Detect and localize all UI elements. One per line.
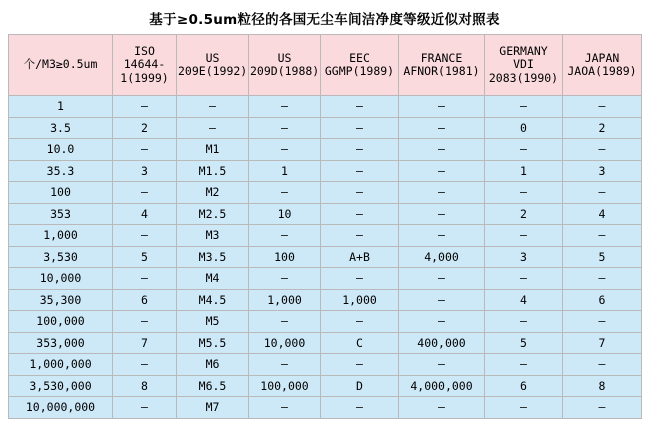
table-cell: M1 bbox=[177, 139, 249, 161]
table-cell: 4,000,000 bbox=[399, 375, 485, 397]
table-cell: – bbox=[113, 397, 177, 419]
table-cell: – bbox=[321, 397, 399, 419]
cell-particle-count: 35,300 bbox=[9, 289, 113, 311]
table-cell: – bbox=[249, 225, 321, 247]
table-cell: 400,000 bbox=[399, 332, 485, 354]
table-cell: 5 bbox=[563, 246, 642, 268]
table-cell: 7 bbox=[563, 332, 642, 354]
table-cell: 6 bbox=[563, 289, 642, 311]
table-cell: – bbox=[485, 397, 563, 419]
table-cell: 3 bbox=[563, 160, 642, 182]
column-header-us-209e bbox=[177, 35, 249, 96]
cell-particle-count: 1 bbox=[9, 96, 113, 118]
table-cell: – bbox=[113, 268, 177, 290]
table-row bbox=[9, 182, 642, 204]
table-cell: 6 bbox=[485, 375, 563, 397]
table-cell: – bbox=[249, 139, 321, 161]
table-cell: A+B bbox=[321, 246, 399, 268]
cell-particle-count: 3.5 bbox=[9, 117, 113, 139]
table-cell: – bbox=[249, 96, 321, 118]
table-cell: – bbox=[321, 182, 399, 204]
table-row bbox=[9, 96, 642, 118]
header-line: 209E(1992) bbox=[178, 64, 248, 78]
table-row bbox=[9, 375, 642, 397]
table-cell: – bbox=[563, 354, 642, 376]
table-cell: – bbox=[249, 354, 321, 376]
column-header-germany-vdi bbox=[485, 35, 563, 96]
table-cell: – bbox=[485, 268, 563, 290]
table-cell: – bbox=[399, 289, 485, 311]
table-cell: – bbox=[249, 268, 321, 290]
cell-particle-count: 353 bbox=[9, 203, 113, 225]
column-header-eec-ggmp bbox=[321, 35, 399, 96]
table-row bbox=[9, 139, 642, 161]
table-cell: – bbox=[113, 311, 177, 333]
table-cell: – bbox=[399, 354, 485, 376]
header-line: 14644- bbox=[123, 57, 166, 72]
table-cell: 6 bbox=[113, 289, 177, 311]
table-cell: 4 bbox=[563, 203, 642, 225]
header-line: 209D(1988) bbox=[250, 64, 320, 78]
table-cell: 2 bbox=[485, 203, 563, 225]
table-cell: – bbox=[249, 397, 321, 419]
table-row bbox=[9, 289, 642, 311]
header-line: GERMANY bbox=[499, 43, 548, 58]
table-cell: 4 bbox=[485, 289, 563, 311]
header-line: US bbox=[277, 50, 292, 65]
table-cell: – bbox=[321, 203, 399, 225]
table-cell: 1,000 bbox=[249, 289, 321, 311]
cell-particle-count: 10,000,000 bbox=[9, 397, 113, 419]
table-cell: – bbox=[321, 139, 399, 161]
table-cell: – bbox=[563, 225, 642, 247]
cell-particle-count: 3,530,000 bbox=[9, 375, 113, 397]
table-cell: – bbox=[177, 117, 249, 139]
table-cell: – bbox=[113, 225, 177, 247]
table-header bbox=[9, 35, 642, 96]
table-container bbox=[0, 34, 649, 419]
header-line: AFNOR(1981) bbox=[403, 64, 480, 78]
column-header-iso bbox=[113, 35, 177, 96]
header-line: ISO bbox=[134, 43, 155, 58]
table-row bbox=[9, 225, 642, 247]
table-body bbox=[9, 96, 642, 419]
table-row bbox=[9, 246, 642, 268]
table-cell: – bbox=[563, 139, 642, 161]
table-row bbox=[9, 311, 642, 333]
cell-particle-count: 100 bbox=[9, 182, 113, 204]
header-line: 个/M3≥0.5um bbox=[23, 57, 98, 72]
header-line: VDI bbox=[513, 57, 534, 72]
table-cell: – bbox=[113, 139, 177, 161]
table-cell: – bbox=[177, 96, 249, 118]
table-cell: – bbox=[485, 354, 563, 376]
cell-particle-count: 10.0 bbox=[9, 139, 113, 161]
header-line: GGMP(1989) bbox=[324, 64, 395, 78]
table-cell: M3.5 bbox=[177, 246, 249, 268]
table-cell: – bbox=[563, 397, 642, 419]
table-cell: – bbox=[485, 225, 563, 247]
table-cell: M5.5 bbox=[177, 332, 249, 354]
table-cell: C bbox=[321, 332, 399, 354]
table-cell: 3 bbox=[485, 246, 563, 268]
table-row bbox=[9, 397, 642, 419]
table-row bbox=[9, 332, 642, 354]
table-cell: – bbox=[321, 225, 399, 247]
table-row bbox=[9, 160, 642, 182]
table-cell: – bbox=[249, 182, 321, 204]
header-line: FRANCE bbox=[420, 50, 463, 65]
table-cell: – bbox=[399, 203, 485, 225]
table-row bbox=[9, 268, 642, 290]
header-line: US bbox=[205, 50, 220, 65]
table-cell: M6.5 bbox=[177, 375, 249, 397]
page-title: 基于≥0.5um粒径的各国无尘车间洁净度等级近似对照表 bbox=[149, 12, 500, 28]
table-cell: – bbox=[399, 139, 485, 161]
header-line: EEC bbox=[349, 50, 370, 65]
column-header-particles bbox=[9, 35, 113, 96]
table-cell: – bbox=[321, 354, 399, 376]
table-cell: – bbox=[485, 96, 563, 118]
cell-particle-count: 1,000,000 bbox=[9, 354, 113, 376]
header-line: JAOA(1989) bbox=[567, 64, 637, 78]
table-cell: – bbox=[321, 311, 399, 333]
table-cell: – bbox=[399, 268, 485, 290]
table-cell: – bbox=[249, 311, 321, 333]
table-cell: 10 bbox=[249, 203, 321, 225]
table-cell: 4 bbox=[113, 203, 177, 225]
table-cell: 100 bbox=[249, 246, 321, 268]
table-cell: – bbox=[399, 96, 485, 118]
table-cell: – bbox=[563, 268, 642, 290]
table-cell: M4 bbox=[177, 268, 249, 290]
cell-particle-count: 353,000 bbox=[9, 332, 113, 354]
table-cell: 10,000 bbox=[249, 332, 321, 354]
table-cell: M1.5 bbox=[177, 160, 249, 182]
table-cell: – bbox=[321, 96, 399, 118]
table-cell: 8 bbox=[113, 375, 177, 397]
table-cell: M3 bbox=[177, 225, 249, 247]
table-row bbox=[9, 203, 642, 225]
cleanroom-class-table bbox=[8, 34, 642, 419]
table-cell: – bbox=[485, 311, 563, 333]
table-cell: M7 bbox=[177, 397, 249, 419]
table-cell: 4,000 bbox=[399, 246, 485, 268]
column-header-france-afnor bbox=[399, 35, 485, 96]
table-cell: – bbox=[399, 117, 485, 139]
header-line: 2083(1990) bbox=[488, 70, 559, 85]
table-cell: 0 bbox=[485, 117, 563, 139]
table-cell: – bbox=[485, 139, 563, 161]
table-cell: – bbox=[249, 117, 321, 139]
table-cell: 100,000 bbox=[249, 375, 321, 397]
cell-particle-count: 100,000 bbox=[9, 311, 113, 333]
cell-particle-count: 35.3 bbox=[9, 160, 113, 182]
table-cell: – bbox=[113, 182, 177, 204]
column-header-japan-jaoa bbox=[563, 35, 642, 96]
table-cell: – bbox=[485, 182, 563, 204]
header-line: JAPAN bbox=[584, 50, 620, 65]
column-header-us-209d bbox=[249, 35, 321, 96]
table-cell: 2 bbox=[563, 117, 642, 139]
table-cell: – bbox=[399, 311, 485, 333]
table-cell: – bbox=[321, 117, 399, 139]
table-cell: – bbox=[399, 225, 485, 247]
table-cell: M2.5 bbox=[177, 203, 249, 225]
table-cell: – bbox=[113, 354, 177, 376]
table-cell: – bbox=[563, 182, 642, 204]
table-cell: 5 bbox=[113, 246, 177, 268]
table-row bbox=[9, 354, 642, 376]
table-cell: M5 bbox=[177, 311, 249, 333]
table-cell: – bbox=[563, 96, 642, 118]
table-cell: M2 bbox=[177, 182, 249, 204]
cell-particle-count: 1,000 bbox=[9, 225, 113, 247]
table-cell: – bbox=[321, 160, 399, 182]
table-cell: M6 bbox=[177, 354, 249, 376]
table-cell: 1 bbox=[249, 160, 321, 182]
table-cell: D bbox=[321, 375, 399, 397]
table-cell: 3 bbox=[113, 160, 177, 182]
table-cell: – bbox=[399, 182, 485, 204]
table-cell: 7 bbox=[113, 332, 177, 354]
table-cell: 2 bbox=[113, 117, 177, 139]
table-header-row bbox=[9, 35, 642, 96]
header-line: 1(1999) bbox=[120, 70, 169, 85]
table-cell: 5 bbox=[485, 332, 563, 354]
table-cell: – bbox=[399, 397, 485, 419]
table-cell: – bbox=[321, 268, 399, 290]
table-cell: 1,000 bbox=[321, 289, 399, 311]
table-row bbox=[9, 117, 642, 139]
cell-particle-count: 10,000 bbox=[9, 268, 113, 290]
table-cell: 8 bbox=[563, 375, 642, 397]
table-cell: M4.5 bbox=[177, 289, 249, 311]
cell-particle-count: 3,530 bbox=[9, 246, 113, 268]
table-cell: – bbox=[399, 160, 485, 182]
table-cell: 1 bbox=[485, 160, 563, 182]
table-cell: – bbox=[563, 311, 642, 333]
table-cell: – bbox=[113, 96, 177, 118]
